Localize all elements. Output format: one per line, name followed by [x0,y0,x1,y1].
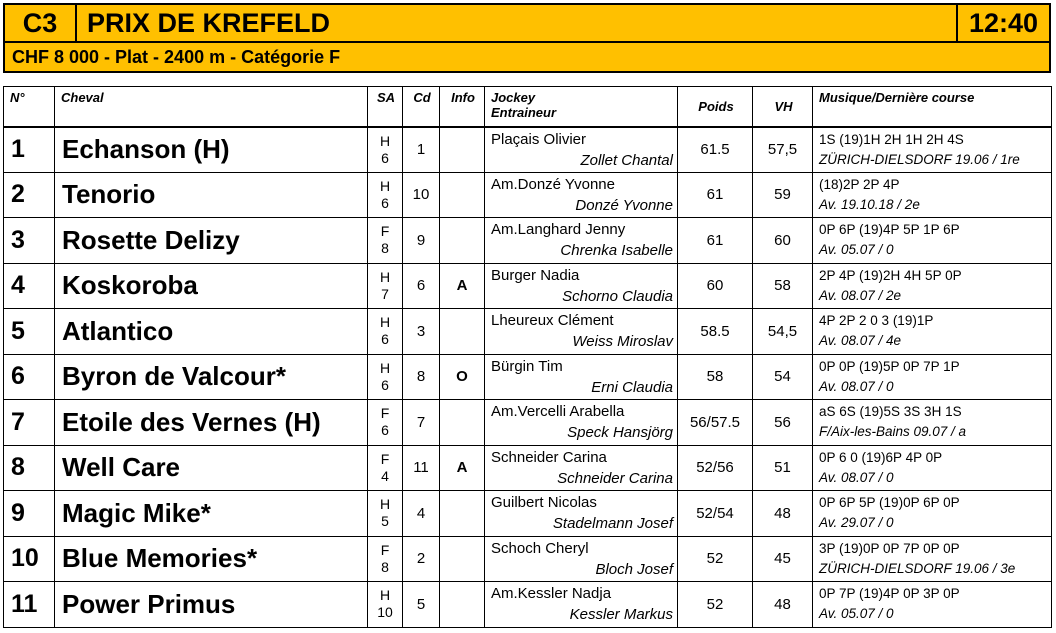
horse-sex: H [379,587,391,604]
music-form: 0P 0P (19)5P 0P 7P 1P [819,358,960,374]
sex-age-cell [368,263,403,309]
table-row [4,218,1052,264]
horse-name: Byron de Valcour* [55,354,368,400]
rating-cell: 51 [753,445,813,491]
horse-age: 4 [381,467,389,484]
col-trainer-label: Entraineur [491,105,557,120]
weight-cell: 61.5 [678,127,753,173]
horse-name: Echanson (H) [55,127,368,173]
rating-cell: 58 [753,263,813,309]
sex-age-cell [368,127,403,173]
horse-sex: H [379,177,391,194]
jockey-trainer-cell [485,445,678,491]
info-cell [440,582,485,628]
horse-name: Magic Mike* [55,491,368,537]
runner-number: 6 [4,354,55,400]
music-cell [813,400,1052,446]
weight-cell: 58.5 [678,309,753,355]
music-cell [813,263,1052,309]
weight-cell: 52 [678,582,753,628]
music-form: 1S (19)1H 2H 1H 2H 4S [819,131,964,147]
last-race: Av. 08.07 / 2e [819,287,902,303]
music-cell [813,218,1052,264]
rating-cell: 56 [753,400,813,446]
sex-age-cell [368,354,403,400]
music-form: aS 6S (19)5S 3S 3H 1S [819,404,962,420]
trainer-name: Donzé Yvonne [575,196,673,214]
music-form: 3P (19)0P 0P 7P 0P 0P [819,540,960,556]
sex-age-cell [368,309,403,355]
runner-number: 4 [4,263,55,309]
horse-age: 6 [381,194,389,211]
weight-cell: 61 [678,218,753,264]
horse-name: Etoile des Vernes (H) [55,400,368,446]
draw-cell: 10 [403,172,440,218]
table-row [4,582,1052,628]
music-form: 0P 7P (19)4P 0P 3P 0P [819,586,960,602]
last-race: Av. 05.07 / 0 [819,242,894,258]
trainer-name: Bloch Josef [595,560,673,578]
sex-age-cell [368,491,403,537]
col-poids-header: Poids [678,87,753,127]
rating-cell: 54,5 [753,309,813,355]
jockey-name: Bürgin Tim [491,357,563,375]
jockey-name: Am.Langhard Jenny [491,221,626,239]
table-row [4,172,1052,218]
info-cell [440,127,485,173]
draw-cell: 7 [403,400,440,446]
horse-name: Power Primus [55,582,368,628]
horse-sex: H [379,268,391,285]
jockey-name: Am.Donzé Yvonne [491,175,615,193]
race-code: C3 [5,5,77,41]
weight-cell: 56/57.5 [678,400,753,446]
jockey-trainer-cell [485,536,678,582]
horse-age: 5 [381,513,389,530]
rating-cell: 57,5 [753,127,813,173]
sex-age-cell [368,582,403,628]
music-cell [813,582,1052,628]
jockey-trainer-cell [485,309,678,355]
music-cell [813,445,1052,491]
info-cell [440,536,485,582]
horse-age: 6 [381,149,389,166]
last-race: ZÜRICH-DIELSDORF 19.06 / 3e [819,560,1016,576]
jockey-name: Guilbert Nicolas [491,494,597,512]
runner-number: 10 [4,536,55,582]
rating-cell: 48 [753,491,813,537]
col-num-header: N° [4,87,55,127]
music-form: (18)2P 2P 4P [819,176,900,192]
runners-table [3,86,1052,628]
info-cell [440,218,485,264]
trainer-name: Stadelmann Josef [552,515,673,533]
jockey-name: Schoch Cheryl [491,539,589,557]
rating-cell: 54 [753,354,813,400]
trainer-name: Zollet Chantal [580,151,673,169]
table-header-row [4,87,1052,127]
runner-number: 2 [4,172,55,218]
horse-age: 6 [381,422,389,439]
music-form: 0P 6P (19)4P 5P 1P 6P [819,222,960,238]
runner-number: 8 [4,445,55,491]
trainer-name: Weiss Miroslav [572,333,673,351]
horse-age: 8 [381,240,389,257]
rating-cell: 48 [753,582,813,628]
jockey-name: Lheureux Clément [491,312,614,330]
jockey-trainer-cell [485,127,678,173]
last-race: Av. 29.07 / 0 [819,515,894,531]
trainer-name: Kessler Markus [569,606,673,624]
info-cell [440,172,485,218]
last-race: Av. 08.07 / 0 [819,378,894,394]
table-row [4,127,1052,173]
table-row [4,354,1052,400]
jockey-trainer-cell [485,582,678,628]
horse-sex: H [379,314,391,331]
horse-sex: F [380,450,390,467]
info-cell: A [440,263,485,309]
jockey-name: Schneider Carina [491,448,607,466]
music-cell [813,127,1052,173]
horse-name: Atlantico [55,309,368,355]
weight-cell: 52 [678,536,753,582]
last-race: Av. 08.07 / 0 [819,469,894,485]
horse-sex: F [380,405,390,422]
weight-cell: 52/56 [678,445,753,491]
draw-cell: 1 [403,127,440,173]
last-race: F/Aix-les-Bains 09.07 / a [819,424,967,440]
col-cd-header: Cd [403,87,440,127]
weight-cell: 52/54 [678,491,753,537]
horse-sex: F [380,541,390,558]
music-cell [813,309,1052,355]
jockey-trainer-cell [485,218,678,264]
horse-name: Koskoroba [55,263,368,309]
sex-age-cell [368,400,403,446]
weight-cell: 61 [678,172,753,218]
music-cell [813,491,1052,537]
sex-age-cell [368,172,403,218]
jockey-name: Am.Vercelli Arabella [491,403,625,421]
info-cell: A [440,445,485,491]
horse-name: Blue Memories* [55,536,368,582]
trainer-name: Speck Hansjörg [567,424,673,442]
table-row [4,400,1052,446]
col-sa-header: SA [368,87,403,127]
info-cell [440,400,485,446]
last-race: Av. 19.10.18 / 2e [819,196,920,212]
music-cell [813,354,1052,400]
weight-cell: 58 [678,354,753,400]
horse-name: Well Care [55,445,368,491]
horse-age: 7 [381,285,389,302]
jockey-trainer-cell [485,400,678,446]
last-race: Av. 08.07 / 4e [819,333,902,349]
runners-body [4,127,1052,628]
race-time: 12:40 [956,5,1049,41]
rating-cell: 45 [753,536,813,582]
jockey-name: Plaçais Olivier [491,130,587,148]
horse-sex: H [379,132,391,149]
race-subtitle: CHF 8 000 - Plat - 2400 m - Catégorie F [3,43,1051,73]
info-cell: O [440,354,485,400]
trainer-name: Schorno Claudia [562,287,673,305]
info-cell [440,491,485,537]
table-row [4,263,1052,309]
music-cell [813,172,1052,218]
col-info-header: Info [440,87,485,127]
jockey-trainer-cell [485,491,678,537]
jockey-trainer-cell [485,263,678,309]
jockey-name: Am.Kessler Nadja [491,585,612,603]
runner-number: 9 [4,491,55,537]
draw-cell: 6 [403,263,440,309]
last-race: ZÜRICH-DIELSDORF 19.06 / 1re [819,151,1020,167]
draw-cell: 11 [403,445,440,491]
table-row [4,536,1052,582]
sex-age-cell [368,536,403,582]
draw-cell: 9 [403,218,440,264]
horse-age: 8 [381,558,389,575]
weight-cell: 60 [678,263,753,309]
race-title: PRIX DE KREFELD [87,8,331,38]
draw-cell: 8 [403,354,440,400]
last-race: Av. 05.07 / 0 [819,606,894,622]
race-header [3,3,1051,43]
horse-age: 6 [381,376,389,393]
horse-name: Rosette Delizy [55,218,368,264]
runner-number: 1 [4,127,55,173]
jockey-trainer-cell [485,354,678,400]
horse-name: Tenorio [55,172,368,218]
info-cell [440,309,485,355]
music-form: 4P 2P 2 0 3 (19)1P [819,313,934,329]
jockey-trainer-cell [485,172,678,218]
rating-cell: 59 [753,172,813,218]
sex-age-cell [368,445,403,491]
music-form: 0P 6P 5P (19)0P 6P 0P [819,495,960,511]
jockey-name: Burger Nadia [491,266,580,284]
sex-age-cell [368,218,403,264]
table-row [4,445,1052,491]
col-vh-header: VH [753,87,813,127]
col-jockey-header [485,87,678,127]
runner-number: 7 [4,400,55,446]
runner-number: 11 [4,582,55,628]
horse-sex: F [380,223,390,240]
music-form: 0P 6 0 (19)6P 4P 0P [819,449,943,465]
table-row [4,309,1052,355]
col-jockey-label: Jockey [491,90,536,105]
col-horse-header: Cheval [55,87,368,127]
music-form: 2P 4P (19)2H 4H 5P 0P [819,267,962,283]
trainer-name: Erni Claudia [591,378,673,396]
horse-sex: H [379,496,391,513]
runner-number: 5 [4,309,55,355]
draw-cell: 5 [403,582,440,628]
rating-cell: 60 [753,218,813,264]
music-cell [813,536,1052,582]
runner-number: 3 [4,218,55,264]
horse-sex: H [379,359,391,376]
draw-cell: 4 [403,491,440,537]
trainer-name: Chrenka Isabelle [560,242,673,260]
trainer-name: Schneider Carina [557,469,673,487]
col-music-header: Musique/Dernière course [813,87,1052,127]
table-row [4,491,1052,537]
draw-cell: 3 [403,309,440,355]
draw-cell: 2 [403,536,440,582]
horse-age: 10 [377,604,393,621]
horse-age: 6 [381,331,389,348]
